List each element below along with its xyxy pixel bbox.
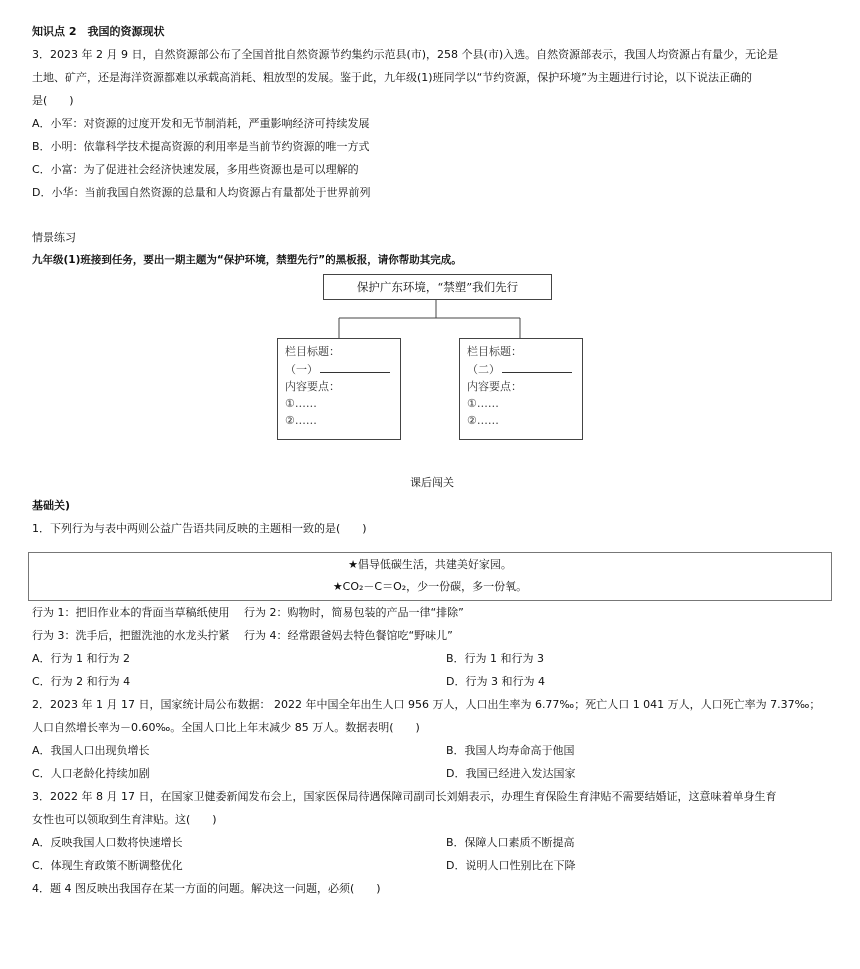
basic-level-heading: 基础关): [32, 499, 71, 512]
column-box-two: [459, 338, 583, 440]
after-class-title: 课后闯关: [410, 476, 454, 489]
question-stem-line: 3．2023 年 2 月 9 日，自然资源部公布了全国首批自然资源节约集约示范县(市)，258 个县(市)入选。自然资源部表示，我国人均资源占有量少，无论是: [32, 48, 779, 61]
content-points-label: 内容要点：: [285, 380, 340, 393]
column-title-label: 栏目标题：: [467, 345, 522, 358]
slogan-table: [28, 552, 832, 601]
behavior-line: 行为 3：洗手后，把盥洗池的水龙头拧紧 行为 4：经常跟爸妈去特色餐馆吃“野味儿”: [32, 629, 453, 642]
column-number: （二）: [467, 363, 500, 376]
blackboard-main-title: 保护广东环境，“禁塑”我们先行: [323, 274, 552, 300]
content-points-label: 内容要点：: [467, 380, 522, 393]
option-d[interactable]: D．小华：当前我国自然资源的总量和人均资源占有量都处于世界前列: [32, 186, 371, 199]
question-4: [32, 877, 832, 900]
option-b[interactable]: B．行为 1 和行为 3: [446, 652, 545, 665]
behavior-line: 行为 1：把旧作业本的背面当草稿纸使用 行为 2：购物时，简易包装的产品一律“排除”: [32, 606, 464, 619]
scenario-heading: 情景练习: [32, 231, 76, 244]
question-stem-line: 土地、矿产，还是海洋资源都难以承载高消耗、粗放型的发展。鉴于此，九年级(1)班同学以“节约资源，保护环境”为主题进行讨论，以下说法正确的: [32, 71, 752, 84]
option-c[interactable]: C．体现生育政策不断调整优化: [32, 859, 183, 872]
option-d[interactable]: D．行为 3 和行为 4: [446, 675, 545, 688]
slogan-2: ★CO₂－C＝O₂，少一份碳，多一份氧。: [332, 580, 528, 593]
column-title-blank[interactable]: [467, 360, 582, 378]
option-b[interactable]: B．我国人均寿命高于他国: [446, 744, 575, 757]
question-stem-line: 女性也可以领取到生育津贴。这( ): [32, 813, 217, 826]
option-c[interactable]: C．行为 2 和行为 4: [32, 675, 131, 688]
option-d[interactable]: D．我国已经进入发达国家: [446, 767, 576, 780]
blackboard-diagram: [32, 272, 832, 457]
scenario-task: 九年级(1)班接到任务，要出一期主题为“保护环境，禁塑先行”的黑板报，请你帮助其完成。: [32, 254, 462, 266]
question-stem-line: 是( ): [32, 94, 74, 107]
column-box-one: [277, 338, 401, 440]
column-title-blank[interactable]: [285, 360, 400, 378]
option-a[interactable]: A．小军：对资源的过度开发和无节制消耗，严重影响经济可持续发展: [32, 117, 370, 130]
content-point-1: ①……: [467, 397, 499, 410]
content-point-2: ②……: [285, 414, 317, 427]
question-stem: 4．题 4 图反映出我国存在某一方面的问题。解决这一问题，必须( ): [32, 882, 381, 895]
question-stem-line: 3．2022 年 8 月 17 日，在国家卫健委新闻发布会上，国家医保局待遇保障司副司长刘娟表示，办理生育保险生育津贴不需要结婚证，这意味着单身生育: [32, 790, 777, 803]
option-a[interactable]: A．我国人口出现负增长: [32, 744, 150, 757]
content-point-2: ②……: [467, 414, 499, 427]
question-stem-line: 2．2023 年 1 月 17 日，国家统计局公布数据： 2022 年中国全年出生人口 956 万人，人口出生率为 6.77‰；死亡人口 1 041 万人，人口死亡率为 7.37‰；: [32, 698, 821, 711]
option-c[interactable]: C．人口老龄化持续加剧: [32, 767, 150, 780]
question-2: [32, 693, 832, 785]
slogan-1: ★倡导低碳生活，共建美好家园。: [348, 558, 512, 571]
question-stem-line: 人口自然增长率为－0.60‰。全国人口比上年末减少 85 万人。数据表明( ): [32, 721, 420, 734]
question-1: [32, 517, 832, 693]
worksheet-page: [32, 20, 832, 900]
column-title-label: 栏目标题：: [285, 345, 340, 358]
option-c[interactable]: C．小富：为了促进社会经济快速发展，多用些资源也是可以理解的: [32, 163, 359, 176]
content-point-1: ①……: [285, 397, 317, 410]
fill-blank-line[interactable]: [502, 360, 572, 373]
question-stem: 1．下列行为与表中两则公益广告语共同反映的主题相一致的是( ): [32, 522, 367, 535]
option-a[interactable]: A．行为 1 和行为 2: [32, 652, 131, 665]
option-b[interactable]: B．保障人口素质不断提高: [446, 836, 575, 849]
section-heading: 知识点 2 我国的资源现状: [32, 25, 165, 38]
question-3b: [32, 785, 832, 877]
column-number: （一）: [285, 363, 318, 376]
option-d[interactable]: D．说明人口性别比在下降: [446, 859, 576, 872]
fill-blank-line[interactable]: [320, 360, 390, 373]
question-3a: [32, 43, 832, 204]
option-a[interactable]: A．反映我国人口数将快速增长: [32, 836, 183, 849]
option-b[interactable]: B．小明：依靠科学技术提高资源的利用率是当前节约资源的唯一方式: [32, 140, 370, 153]
